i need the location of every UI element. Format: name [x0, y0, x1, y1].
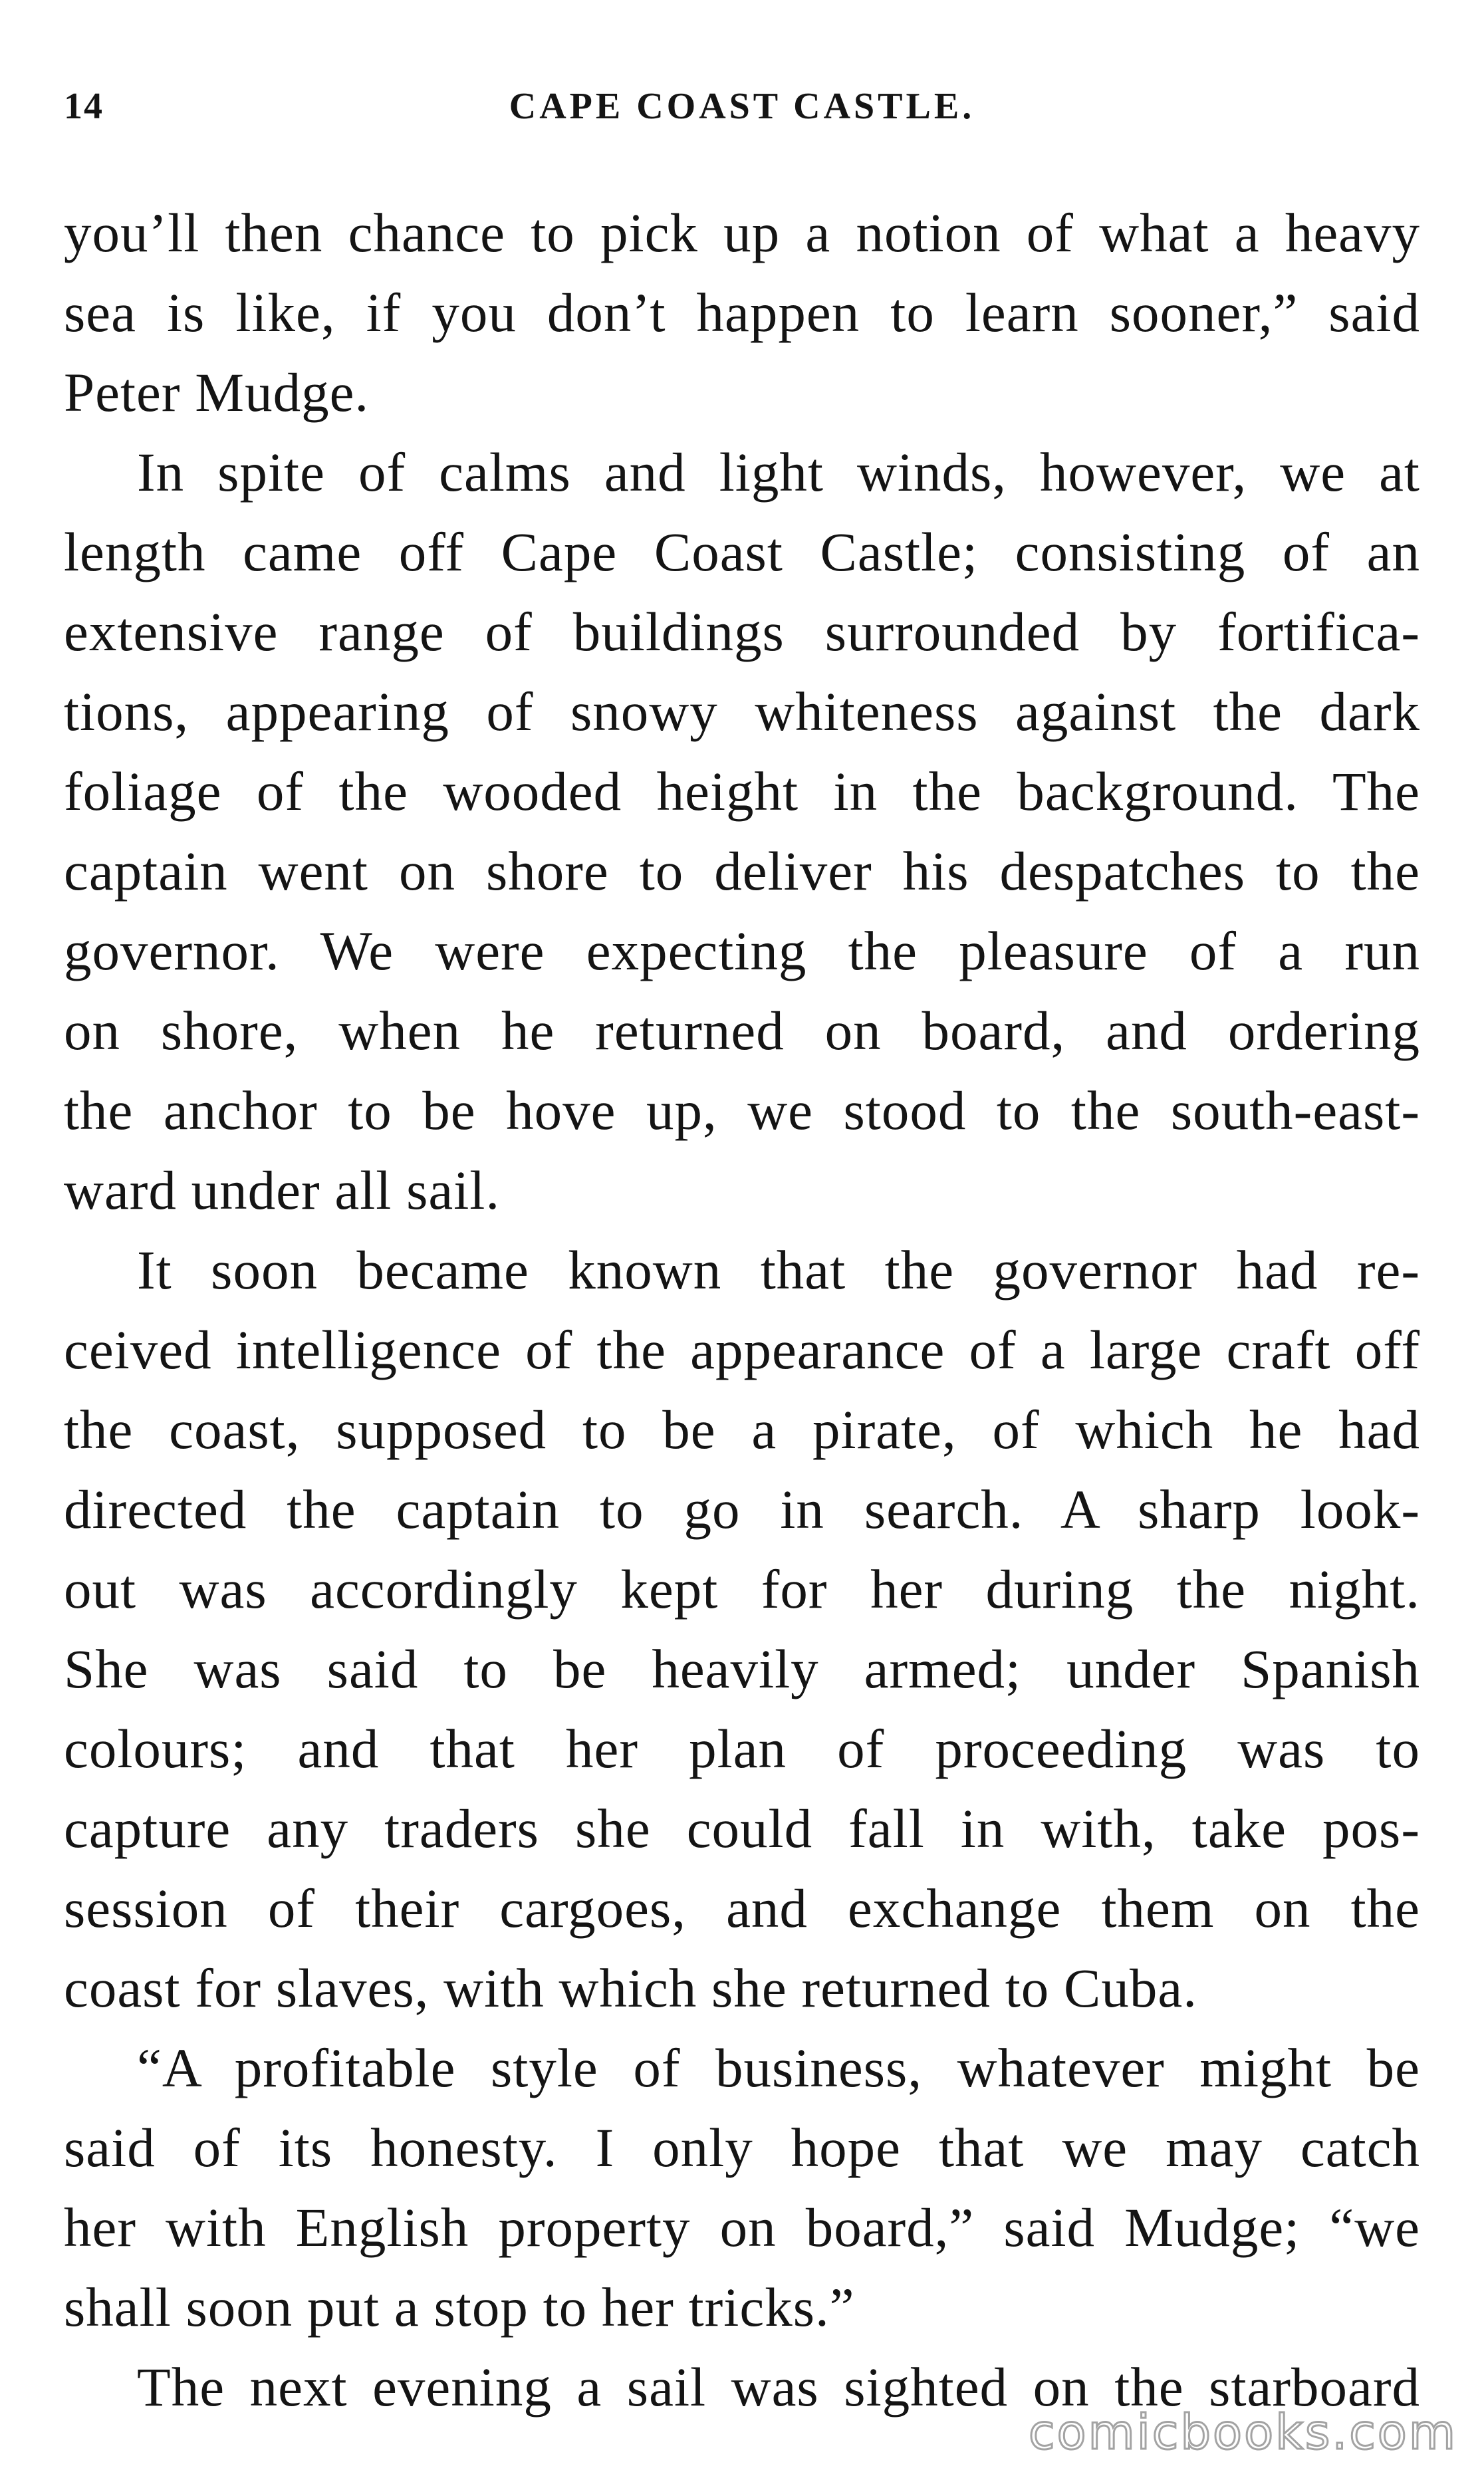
paragraph — [64, 432, 1420, 1230]
text-line: out was accordingly kept for her during the night. — [64, 1558, 1420, 1620]
text-line: the coast, supposed to be a pirate, of which he had — [64, 1399, 1420, 1460]
text-line: The next evening a sail was sighted on the starboard — [137, 2356, 1420, 2418]
text-line: colours; and that her plan of proceeding was to — [64, 1718, 1420, 1779]
text-line: sea is like, if you don’t happen to learn sooner,” said — [64, 282, 1420, 343]
text-line: said of its honesty. I only hope that we may catch — [64, 2117, 1420, 2178]
text-line: extensive range of buildings surrounded by fortifica- — [64, 601, 1420, 662]
text-line: captain went on shore to deliver his despatches to the — [64, 840, 1420, 902]
text-line: foliage of the wooded height in the background. The — [64, 761, 1420, 822]
body-text — [64, 193, 1420, 2427]
text-line: governor. We were expecting the pleasure of a run — [64, 920, 1420, 981]
text-line: tions, appearing of snowy whiteness against the dark — [64, 681, 1420, 742]
text-line: session of their cargoes, and exchange them on the — [64, 1878, 1420, 1939]
paragraph — [64, 1230, 1420, 2028]
paragraph — [64, 2028, 1420, 2347]
text-line: She was said to be heavily armed; under Spanish — [64, 1638, 1420, 1699]
paragraph — [64, 193, 1420, 432]
text-line: It soon became known that the governor had re- — [137, 1239, 1420, 1301]
text-line: “A profitable style of business, whatever might be — [137, 2037, 1420, 2098]
text-line: her with English property on board,” said Mudge; “we — [64, 2197, 1420, 2258]
text-line: shall soon put a stop to her tricks.” — [64, 2277, 855, 2338]
text-line: capture any traders she could fall in with, take pos- — [64, 1798, 1420, 1859]
page-number: 14 — [64, 86, 104, 127]
text-line: coast for slaves, with which she returned to Cuba. — [64, 1957, 1197, 2019]
page-header — [64, 85, 1420, 138]
text-line: you’ll then chance to pick up a notion of what a heavy — [64, 202, 1420, 263]
text-line: length came off Cape Coast Castle; consisting of an — [64, 521, 1420, 582]
text-line: on shore, when he returned on board, and ordering — [64, 1000, 1420, 1061]
text-line: ward under all sail. — [64, 1160, 501, 1221]
text-line: In spite of calms and light winds, however, we at — [137, 441, 1420, 503]
text-line: the anchor to be hove up, we stood to the south-east- — [64, 1080, 1420, 1141]
text-line: ceived intelligence of the appearance of a large craft off — [64, 1319, 1420, 1380]
text-line: Peter Mudge. — [64, 362, 370, 423]
text-line: directed the captain to go in search. A sharp look- — [64, 1479, 1420, 1540]
running-head: CAPE COAST CASTLE. — [509, 86, 975, 127]
watermark-logo: comicbooks.com — [1028, 2404, 1457, 2460]
